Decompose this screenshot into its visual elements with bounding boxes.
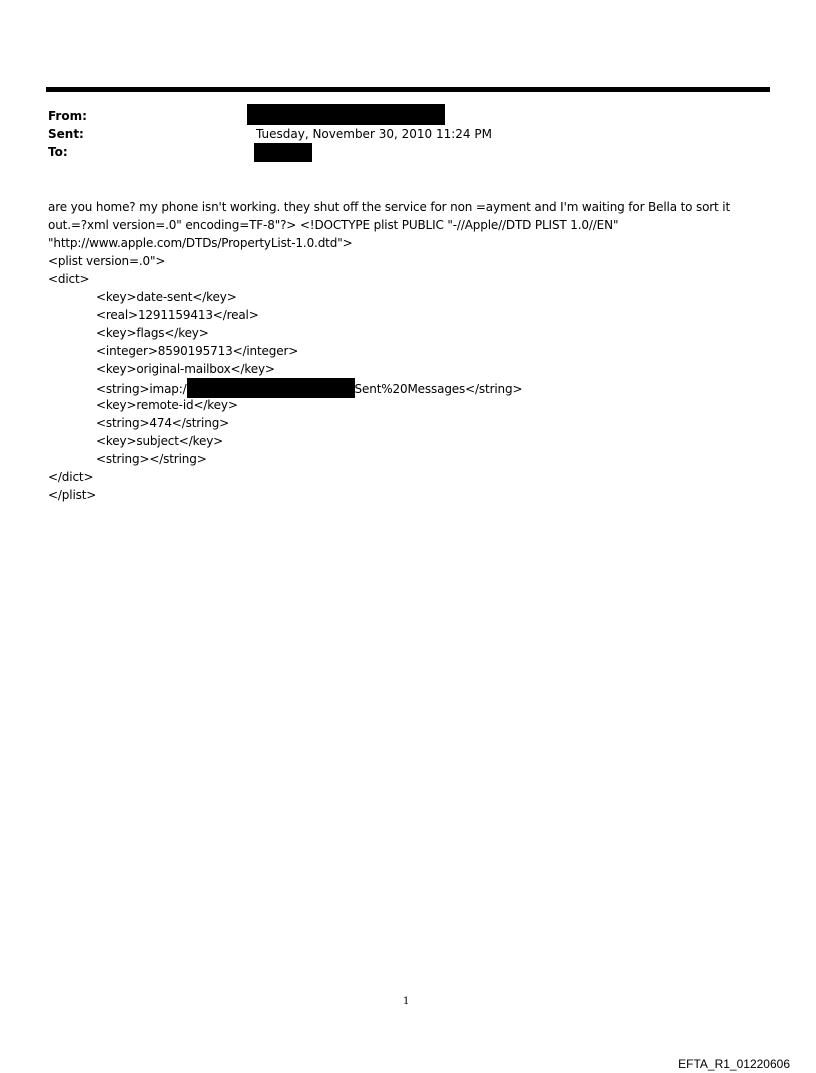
body-line: <string></string> (96, 452, 207, 466)
body-line: <integer>8590195713</integer> (96, 344, 299, 358)
body-line: are you home? my phone isn't working. they shut off the service for non =ayment and I'm waiting for Bella to sort it (48, 200, 731, 214)
body-line: <dict> (48, 272, 90, 286)
sent-label: Sent: (48, 127, 84, 141)
body-line: </dict> (48, 470, 94, 484)
body-line: "http://www.apple.com/DTDs/PropertyList-1.0.dtd"> (48, 236, 353, 250)
from-redaction (247, 104, 445, 125)
body-line: out.=?xml version=.0" encoding=TF-8"?> <!DOCTYPE plist PUBLIC "-//Apple//DTD PLIST 1.0//EN" (48, 218, 619, 232)
from-label: From: (48, 109, 87, 123)
body-line: </plist> (48, 488, 97, 502)
imap-suffix: Sent%20Messages</string> (354, 382, 523, 396)
page-number: 1 (403, 996, 410, 1007)
body-line: <real>1291159413</real> (96, 308, 259, 322)
header-rule (46, 87, 770, 92)
to-label: To: (48, 145, 68, 159)
to-redaction (254, 143, 312, 162)
body-line-imap (48, 378, 778, 396)
mailbox-redaction (187, 378, 355, 398)
body-line: <key>date-sent</key> (96, 290, 237, 304)
imap-prefix: <string>imap:/ (96, 382, 187, 396)
body-line: <plist version=.0"> (48, 254, 166, 268)
body-line: <key>subject</key> (96, 434, 224, 448)
body-line: <key>remote-id</key> (96, 398, 238, 412)
body-line: <string>474</string> (96, 416, 230, 430)
message-body (48, 198, 778, 504)
body-line: <key>flags</key> (96, 326, 209, 340)
document-id: EFTA_R1_01220606 (678, 1057, 790, 1071)
body-line: <key>original-mailbox</key> (96, 362, 275, 376)
sent-value: Tuesday, November 30, 2010 11:24 PM (256, 127, 492, 141)
